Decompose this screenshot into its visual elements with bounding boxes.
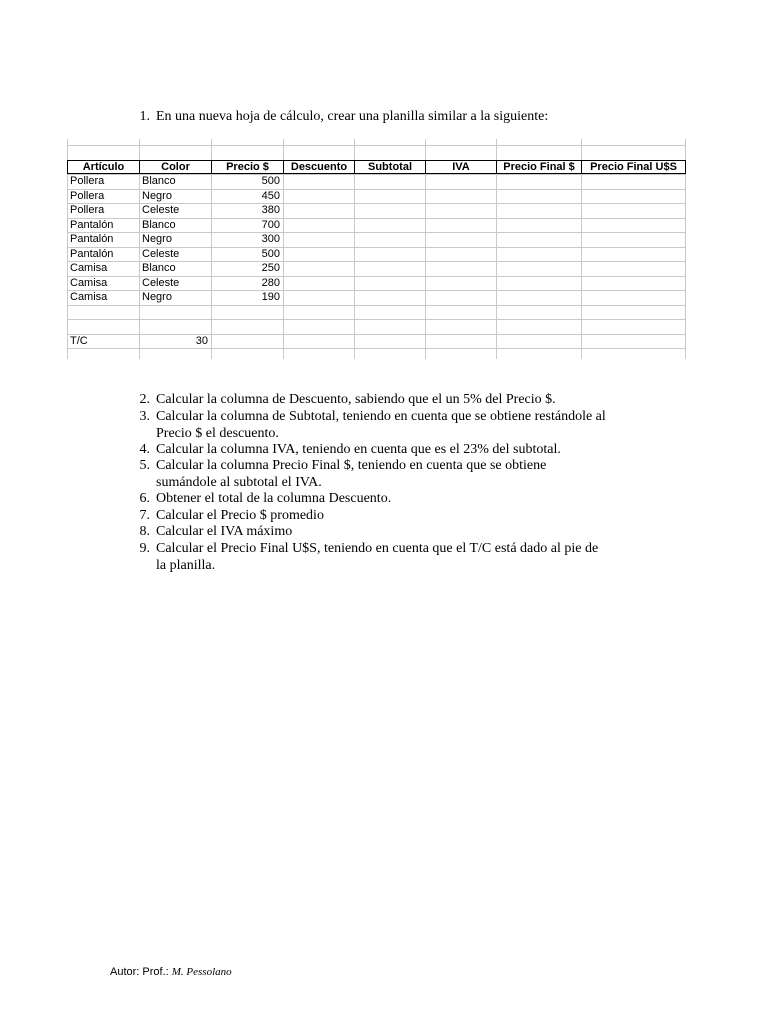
table-cell: Pollera bbox=[70, 190, 105, 202]
step-text: Calcular el Precio Final U$S, teniendo en cuenta que el T/C está dado al pie de bbox=[156, 541, 599, 556]
footer-label: Autor: Prof.: bbox=[110, 966, 169, 978]
spreadsheet-table bbox=[67, 139, 685, 359]
step-text: Calcular la columna de Descuento, sabiendo que el un 5% del Precio $. bbox=[156, 392, 556, 407]
table-cell: Blanco bbox=[142, 219, 176, 231]
table-cell: Blanco bbox=[142, 262, 176, 274]
table-cell: 250 bbox=[261, 262, 280, 274]
step-text: sumándole al subtotal el IVA. bbox=[156, 474, 322, 490]
column-header: Precio Final $ bbox=[496, 160, 582, 174]
step-text: Calcular el Precio $ promedio bbox=[156, 508, 324, 523]
tc-label: T/C bbox=[70, 335, 88, 347]
step-text: la planilla. bbox=[156, 557, 216, 573]
column-header: IVA bbox=[425, 160, 497, 174]
table-cell: Celeste bbox=[142, 248, 180, 260]
step-text: Calcular la columna Precio Final $, teniendo en cuenta que se obtiene bbox=[156, 458, 547, 473]
footer-author: M. Pessolano bbox=[171, 966, 232, 978]
table-cell: Negro bbox=[142, 190, 172, 202]
intro-text: En una nueva hoja de cálculo, crear una planilla similar a la siguiente: bbox=[156, 109, 549, 124]
column-header: Precio $ bbox=[211, 160, 284, 174]
table-cell: Pantalón bbox=[70, 233, 114, 245]
table-cell: Camisa bbox=[70, 291, 108, 303]
step-number: 9. bbox=[139, 541, 150, 556]
column-header: Subtotal bbox=[354, 160, 426, 174]
grid-row-line bbox=[67, 145, 685, 146]
table-cell: Negro bbox=[142, 233, 172, 245]
column-header: Color bbox=[139, 160, 212, 174]
grid-row-line bbox=[67, 319, 685, 320]
step-number: 2. bbox=[139, 392, 150, 407]
grid-row-line bbox=[67, 305, 685, 306]
step-number: 4. bbox=[139, 442, 150, 457]
table-cell: 500 bbox=[261, 175, 280, 187]
step-number: 6. bbox=[139, 491, 150, 506]
step-text: Calcular la columna IVA, teniendo en cuenta que es el 23% del subtotal. bbox=[156, 442, 561, 457]
column-header: Descuento bbox=[283, 160, 355, 174]
table-cell: 450 bbox=[261, 190, 280, 202]
table-cell: Camisa bbox=[70, 277, 108, 289]
table-cell: 280 bbox=[261, 277, 280, 289]
step-text: Obtener el total de la columna Descuento. bbox=[156, 491, 392, 506]
table-cell: Camisa bbox=[70, 262, 108, 274]
table-cell: 700 bbox=[261, 219, 280, 231]
table-cell: Celeste bbox=[142, 277, 180, 289]
step-number: 5. bbox=[139, 458, 150, 473]
table-cell: 190 bbox=[261, 291, 280, 303]
step-text: Calcular la columna de Subtotal, teniendo en cuenta que se obtiene restándole al bbox=[156, 409, 606, 424]
step-text: Calcular el IVA máximo bbox=[156, 524, 293, 539]
table-cell: Pantalón bbox=[70, 219, 114, 231]
grid-row-line bbox=[67, 348, 685, 349]
table-cell: Negro bbox=[142, 291, 172, 303]
column-header: Artículo bbox=[67, 160, 140, 174]
intro-number: 1. bbox=[139, 109, 150, 124]
column-header: Precio Final U$S bbox=[581, 160, 686, 174]
page-footer bbox=[110, 966, 232, 978]
table-cell: Blanco bbox=[142, 175, 176, 187]
table-cell: 500 bbox=[261, 248, 280, 260]
table-cell: Celeste bbox=[142, 204, 180, 216]
table-cell: 300 bbox=[261, 233, 280, 245]
step-number: 7. bbox=[139, 508, 150, 523]
table-cell: 380 bbox=[261, 204, 280, 216]
table-cell: Pollera bbox=[70, 175, 105, 187]
table-cell: Pantalón bbox=[70, 248, 114, 260]
step-number: 8. bbox=[139, 524, 150, 539]
step-text: Precio $ el descuento. bbox=[156, 425, 279, 441]
table-cell: Pollera bbox=[70, 204, 105, 216]
tc-value: 30 bbox=[195, 335, 208, 347]
step-number: 3. bbox=[139, 409, 150, 424]
